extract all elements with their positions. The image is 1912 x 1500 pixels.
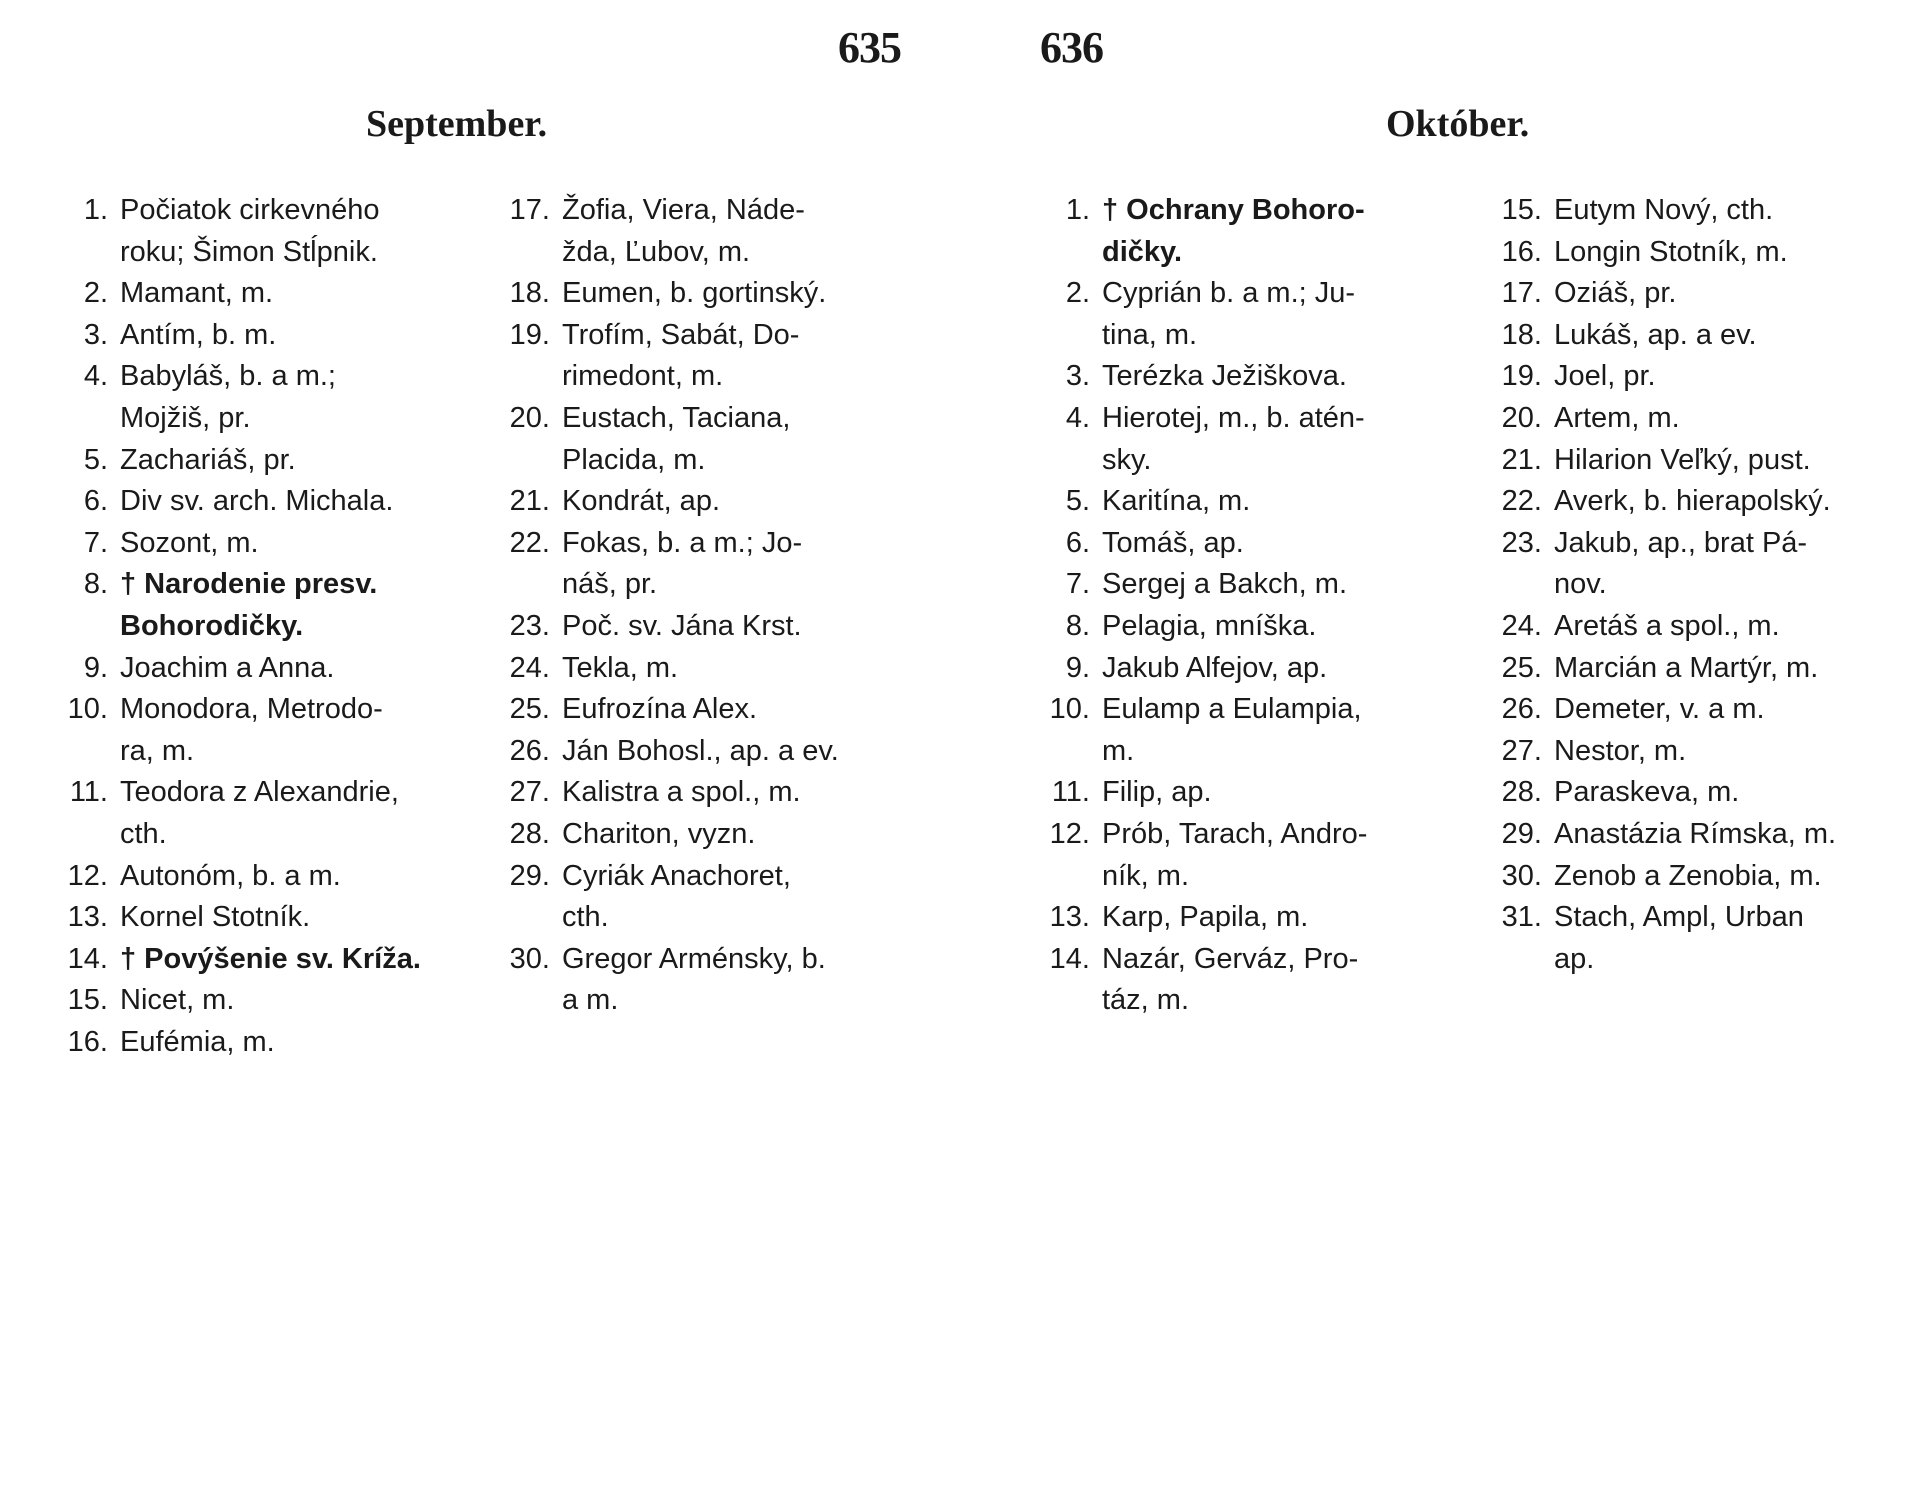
day-number: 27. [509,776,550,809]
day-number: 6. [1065,526,1090,559]
entry-text: Hilarion Veľký, pust. [1554,443,1811,476]
calendar-entry [1492,772,1902,814]
day-number: 10. [1049,693,1090,726]
day-number: 15. [67,984,108,1017]
calendar-entry [1492,856,1902,898]
day-number: 17. [509,194,550,226]
entry-text: Div sv. arch. Michala. [120,485,394,518]
calendar-entry [1492,481,1902,523]
calendar-entry [500,190,910,232]
calendar-entry [500,856,910,898]
entry-text: Aretáš a spol., m. [1554,609,1780,642]
day-number: 18. [509,277,550,310]
entry-text: Sergej a Bakch, m. [1102,568,1347,601]
calendar-entry [1492,731,1902,773]
entry-text: Cyprián b. a m.; Ju- [1102,277,1356,310]
entry-text: roku; Šimon Stĺpnik. [120,235,378,268]
calendar-entry-continuation [500,980,910,1022]
day-number: 2. [1065,277,1090,310]
entry-text: ap. [1554,942,1595,975]
calendar-entry [1492,523,1902,565]
day-number: 13. [1049,901,1090,934]
day-number: 3. [83,318,108,351]
entry-text: Poč. sv. Jána Krst. [562,609,802,642]
entry-text: Tekla, m. [562,651,679,684]
calendar-entry [1040,564,1440,606]
month-title-oktober: Október. [1386,103,1530,145]
entry-text: Artem, m. [1554,401,1680,434]
entry-text: Trofím, Sabát, Do- [562,318,800,351]
calendar-entry-continuation [1040,856,1440,898]
entry-text: ra, m. [120,734,195,767]
entry-text: Eufrozína Alex. [562,693,758,726]
day-number: 20. [509,401,550,434]
day-number: 26. [1501,693,1542,726]
entry-text: Jakub Alfejov, ap. [1102,651,1328,684]
day-number: 18. [1501,318,1542,351]
day-number: 16. [1501,235,1542,268]
calendar-entry [58,315,458,357]
day-number: 25. [509,693,550,726]
calendar-entry-continuation [1040,232,1440,274]
calendar-entry [1492,356,1902,398]
day-number: 4. [1065,401,1090,434]
day-number: 26. [509,734,550,767]
entry-text: Monodora, Metrodo- [120,693,383,726]
day-number: 21. [509,485,550,518]
entry-text: a m. [562,984,619,1017]
day-number: 29. [509,859,550,892]
page-number-right: 636 [1040,23,1103,72]
entry-text: Terézka Ježiškova. [1102,360,1347,393]
calendar-entry [500,939,910,981]
entry-text: † Narodenie presv. [120,568,378,601]
calendar-entry [500,772,910,814]
day-number: 13. [67,901,108,934]
entry-text: Zenob a Zenobia, m. [1554,859,1822,892]
entry-text: náš, pr. [562,568,658,601]
calendar-entry [1492,232,1902,274]
calendar-entry [500,606,910,648]
page-number-left: 635 [838,23,901,72]
entry-text: Kondrát, ap. [562,485,720,518]
entry-text: Oziáš, pr. [1554,277,1677,310]
entry-text: Antím, b. m. [120,318,277,351]
entry-text: Tomáš, ap. [1102,526,1244,559]
day-number: 27. [1501,734,1542,767]
day-number: 14. [1049,942,1090,975]
calendar-entry [1040,772,1440,814]
day-number: 8. [1065,609,1090,642]
entry-text: Babyláš, b. a m.; [120,360,336,393]
calendar-entry [1040,814,1440,856]
entry-text: Karitína, m. [1102,485,1251,518]
calendar-entry [58,523,458,565]
day-number: 1. [1065,194,1090,226]
day-number: 9. [1065,651,1090,684]
calendar-entry [1040,648,1440,690]
entry-text: Nicet, m. [120,984,235,1017]
day-number: 28. [509,817,550,850]
day-number: 24. [1501,609,1542,642]
calendar-entry [58,356,458,398]
day-number: 31. [1501,901,1542,934]
calendar-entry [1492,398,1902,440]
month-title-september: September. [366,103,548,145]
calendar-entry-continuation [1492,564,1902,606]
entry-text: Autonóm, b. a m. [120,859,341,892]
calendar-entry [1040,689,1440,731]
calendar-entry-continuation [500,897,910,939]
entry-text: Teodora z Alexandrie, [120,776,399,809]
day-number: 24. [509,651,550,684]
entry-text: sky. [1102,443,1152,476]
day-number: 15. [1501,194,1542,226]
entry-text: cth. [120,817,167,850]
entry-text: rimedont, m. [562,360,724,393]
calendar-entry [1040,606,1440,648]
day-number: 22. [1501,485,1542,518]
day-number: 14. [67,942,108,975]
calendar-entry-continuation [500,232,910,274]
entry-text: Anastázia Rímska, m. [1554,817,1837,850]
entry-text: Fokas, b. a m.; Jo- [562,526,803,559]
calendar-entry [1492,440,1902,482]
calendar-entry-continuation [58,398,458,440]
calendar-entry [1040,897,1440,939]
day-number: 10. [67,693,108,726]
day-number: 2. [83,277,108,310]
day-number: 3. [1065,360,1090,393]
calendar-entry [58,856,458,898]
calendar-entry [58,772,458,814]
calendar-entry [500,273,910,315]
day-number: 7. [1065,568,1090,601]
calendar-entry [1040,190,1440,232]
entry-text: Mojžiš, pr. [120,401,251,434]
calendar-entry [500,731,910,773]
entry-text: Bohorodičky. [120,609,304,642]
calendar-entry-continuation [1040,980,1440,1022]
day-number: 6. [83,485,108,518]
entry-text: Eutym Nový, cth. [1554,194,1774,226]
calendar-entry [58,273,458,315]
day-number: 1. [83,194,108,226]
entry-text: Stach, Ampl, Urban [1554,901,1804,934]
entry-text: Longin Stotník, m. [1554,235,1788,268]
day-number: 5. [1065,485,1090,518]
entry-text: Mamant, m. [120,277,274,310]
entry-text: žda, Ľubov, m. [562,235,751,268]
calendar-entry [1040,398,1440,440]
entry-text: Joachim a Anna. [120,651,335,684]
day-number: 30. [509,942,550,975]
calendar-entry [1040,356,1440,398]
day-number: 19. [1501,360,1542,393]
calendar-entry [58,440,458,482]
entry-text: Joel, pr. [1554,360,1656,393]
entry-text: † Povýšenie sv. Kríža. [120,942,421,975]
entry-text: tina, m. [1102,318,1198,351]
calendar-entry [58,939,458,981]
calendar-entry [58,648,458,690]
day-number: 17. [1501,277,1542,310]
entry-text: Počiatok cirkevného [120,194,380,226]
day-number: 23. [509,609,550,642]
entry-text: Pelagia, mníška. [1102,609,1317,642]
entry-text: Gregor Arménsky, b. [562,942,826,975]
entry-text: nov. [1554,568,1607,601]
day-number: 16. [67,1025,108,1058]
calendar-entry [1040,273,1440,315]
entry-text: Prób, Tarach, Andro- [1102,817,1368,850]
day-number: 22. [509,526,550,559]
day-number: 12. [1049,817,1090,850]
calendar-entry [58,481,458,523]
calendar-entry [1492,689,1902,731]
calendar-entry [1492,648,1902,690]
entry-text: táz, m. [1102,984,1190,1017]
day-number: 5. [83,443,108,476]
calendar-entry-continuation [58,814,458,856]
calendar-entry [58,1022,458,1064]
day-number: 20. [1501,401,1542,434]
calendar-entry-continuation [58,606,458,648]
day-number: 12. [67,859,108,892]
day-number: 7. [83,526,108,559]
day-number: 19. [509,318,550,351]
calendar-entry-continuation [500,564,910,606]
calendar-entry-continuation [1040,440,1440,482]
entry-text: Karp, Papila, m. [1102,901,1309,934]
september-column-1 [58,190,458,1063]
day-number: 9. [83,651,108,684]
calendar-entry-continuation [500,440,910,482]
entry-text: Kornel Stotník. [120,901,311,934]
entry-text: Eumen, b. gortinský. [562,277,827,310]
entry-text: Eulamp a Eulampia, [1102,693,1362,726]
entry-text: Ján Bohosl., ap. a ev. [562,734,839,767]
entry-text: Sozont, m. [120,526,259,559]
entry-text: Marcián a Martýr, m. [1554,651,1819,684]
entry-text: Zachariáš, pr. [120,443,296,476]
calendar-entry [500,814,910,856]
calendar-entry [500,315,910,357]
day-number: 29. [1501,817,1542,850]
day-number: 21. [1501,443,1542,476]
calendar-entry [1492,897,1902,939]
day-number: 11. [1051,776,1090,809]
calendar-entry [1492,273,1902,315]
day-number: 25. [1501,651,1542,684]
calendar-entry [58,564,458,606]
calendar-entry [58,190,458,232]
calendar-entry-continuation [500,356,910,398]
entry-text: Placida, m. [562,443,706,476]
calendar-entry [1040,939,1440,981]
entry-text: Nazár, Gerváz, Pro- [1102,942,1359,975]
calendar-entry-continuation [1040,731,1440,773]
calendar-entry [58,689,458,731]
calendar-entry-continuation [1492,939,1902,981]
calendar-entry [58,980,458,1022]
entry-text: † Ochrany Bohoro- [1102,194,1365,226]
day-number: 8. [83,568,108,601]
entry-text: Averk, b. hierapolský. [1554,485,1831,518]
september-column-2 [500,190,910,1022]
calendar-entry [1040,523,1440,565]
entry-text: Žofia, Viera, Náde- [562,194,805,226]
entry-text: ník, m. [1102,859,1190,892]
entry-text: Paraskeva, m. [1554,776,1740,809]
entry-text: Nestor, m. [1554,734,1687,767]
calendar-entry [1040,481,1440,523]
entry-text: Filip, ap. [1102,776,1212,809]
day-number: 4. [83,360,108,393]
entry-text: cth. [562,901,609,934]
calendar-entry [500,398,910,440]
calendar-entry [58,897,458,939]
entry-text: Demeter, v. a m. [1554,693,1765,726]
calendar-entry-continuation [1040,315,1440,357]
calendar-entry [1492,606,1902,648]
entry-text: Cyriák Anachoret, [562,859,791,892]
entry-text: Chariton, vyzn. [562,817,756,850]
calendar-entry [500,481,910,523]
entry-text: Eustach, Taciana, [562,401,791,434]
calendar-entry-continuation [58,232,458,274]
oktober-column-2 [1492,190,1902,980]
entry-text: Lukáš, ap. a ev. [1554,318,1757,351]
calendar-entry [500,523,910,565]
entry-text: Hierotej, m., b. atén- [1102,401,1365,434]
entry-text: m. [1102,734,1135,767]
day-number: 23. [1501,526,1542,559]
entry-text: Jakub, ap., brat Pá- [1554,526,1808,559]
day-number: 30. [1501,859,1542,892]
calendar-entry [500,689,910,731]
day-number: 28. [1501,776,1542,809]
calendar-entry [500,648,910,690]
entry-text: Eufémia, m. [120,1025,275,1058]
oktober-column-1 [1040,190,1440,1022]
calendar-entry [1492,315,1902,357]
calendar-entry [1492,190,1902,232]
entry-text: Kalistra a spol., m. [562,776,801,809]
calendar-entry-continuation [58,731,458,773]
entry-text: dičky. [1102,235,1183,268]
calendar-entry [1492,814,1902,856]
day-number: 11. [69,776,108,809]
